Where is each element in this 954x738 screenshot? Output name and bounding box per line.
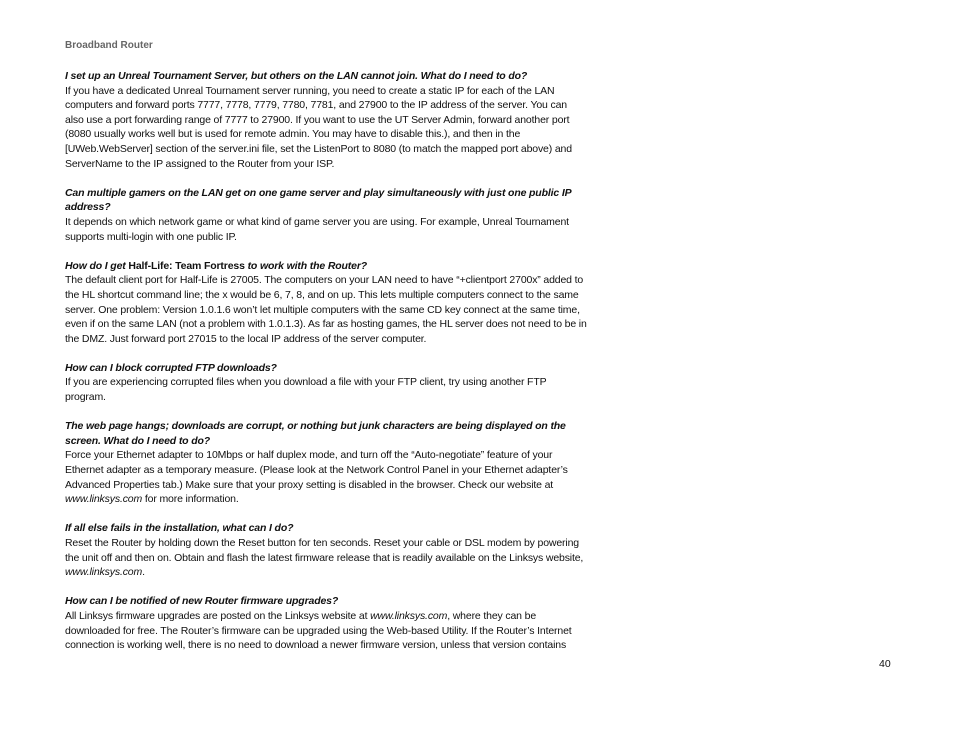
faq-question-unreal: I set up an Unreal Tournament Server, but others on the LAN cannot join. What do I need to do? <box>65 70 528 82</box>
game-title: Half-Life: Team Fortress <box>128 259 245 272</box>
faq-answer-web-page-hangs <box>65 448 587 506</box>
answer-text: Force your Ethernet adapter to 10Mbps or half duplex mode, and turn off the “Auto-negotiate” feature of your Ethernet adapter as a temporary measure. (Please look at the Network Control Panel in your Ethernet adapter’s Advanced Properties tab.) Make sure that your proxy setting is disabled in the browser. Check our website at <box>65 449 568 491</box>
faq-question-all-else-fails: If all else fails in the installation, what can I do? <box>65 522 294 535</box>
faq-answer-ftp: If you are experiencing corrupted files when you download a file with your FTP client, try using another FTP program. <box>65 376 547 404</box>
linksys-link[interactable]: www.linksys.com <box>65 566 143 579</box>
page-number: 40 <box>879 658 891 670</box>
faq-content <box>65 69 587 667</box>
question-prefix: How do I get <box>65 259 129 272</box>
answer-text-end: , where they can be downloaded for free. The Router’s firmware can be upgraded using the Web-based Utility. If the Router’s Internet connection is working well, there is no need to download a newer firmware version, unless that version contains <box>65 609 572 652</box>
answer-text: Reset the Router by holding down the Reset button for ten seconds. Reset your cable or DSL modem by powering the unit off and then on. Obtain and flash the latest firmware release that is readily available on the Linksys website, <box>65 537 584 564</box>
faq-question-ftp: How can I block corrupted FTP downloads? <box>65 361 277 374</box>
faq-answer-multiple-gamers: It depends on which network game or what kind of game server you are using. For example, Unreal Tournament supports multi-login with one public IP. <box>65 215 569 243</box>
question-suffix: to work with the Router? <box>244 259 368 272</box>
faq-question-multiple-gamers: Can multiple gamers on the LAN get on one game server and play simultaneously with just one public IP address? <box>65 186 572 214</box>
answer-text-end: . <box>142 566 145 579</box>
faq-answer-firmware-upgrades <box>65 609 587 653</box>
faq-answer-unreal: If you have a dedicated Unreal Tournament server running, you need to create a static IP for each of the LAN computers and forward ports 7777, 7778, 7779, 7780, 7781, and 27900 to the IP address of the server. You can also use a port forwarding range of 7777 to 27900. If you want to use the UT Server Admin, forward another port (8080 usually works well but is used for remote admin. You may have to disable this.), and then in the [UWeb.WebServer] section of the server.ini file, set the ListenPort to 8080 (to match the mapped port above) and ServerName to the IP assigned to the Router from your ISP. <box>65 84 572 170</box>
faq-answer-all-else-fails <box>65 536 587 580</box>
answer-text-end: for more information. <box>142 493 239 506</box>
answer-text: All Linksys firmware upgrades are posted on the Linksys website at <box>65 609 371 622</box>
faq-answer-half-life: The default client port for Half-Life is 27005. The computers on your LAN need to have “+clientport 2700x” added to the HL shortcut command line; the x would be 6, 7, 8, and on up. This lets multiple computers connect to the same server. One problem: Version 1.0.1.6 won’t let multiple computers with the same CD key connect at the same time, even if on the same LAN (not a problem with 1.0.1.3). As far as hosting games, the HL server does not need to be in the DMZ. Just forward port 27015 to the local IP address of the server computer. <box>65 274 587 345</box>
linksys-link[interactable]: www.linksys.com <box>65 493 143 506</box>
faq-question-web-page-hangs: The web page hangs; downloads are corrupt, or nothing but junk characters are being displayed on the screen. What do I need to do? <box>65 420 566 447</box>
linksys-link[interactable]: www.linksys.com <box>370 609 448 622</box>
faq-question-firmware-upgrades: How can I be notified of new Router firmware upgrades? <box>65 595 339 608</box>
faq-question-half-life <box>65 259 587 274</box>
running-header: Broadband Router <box>65 40 153 51</box>
